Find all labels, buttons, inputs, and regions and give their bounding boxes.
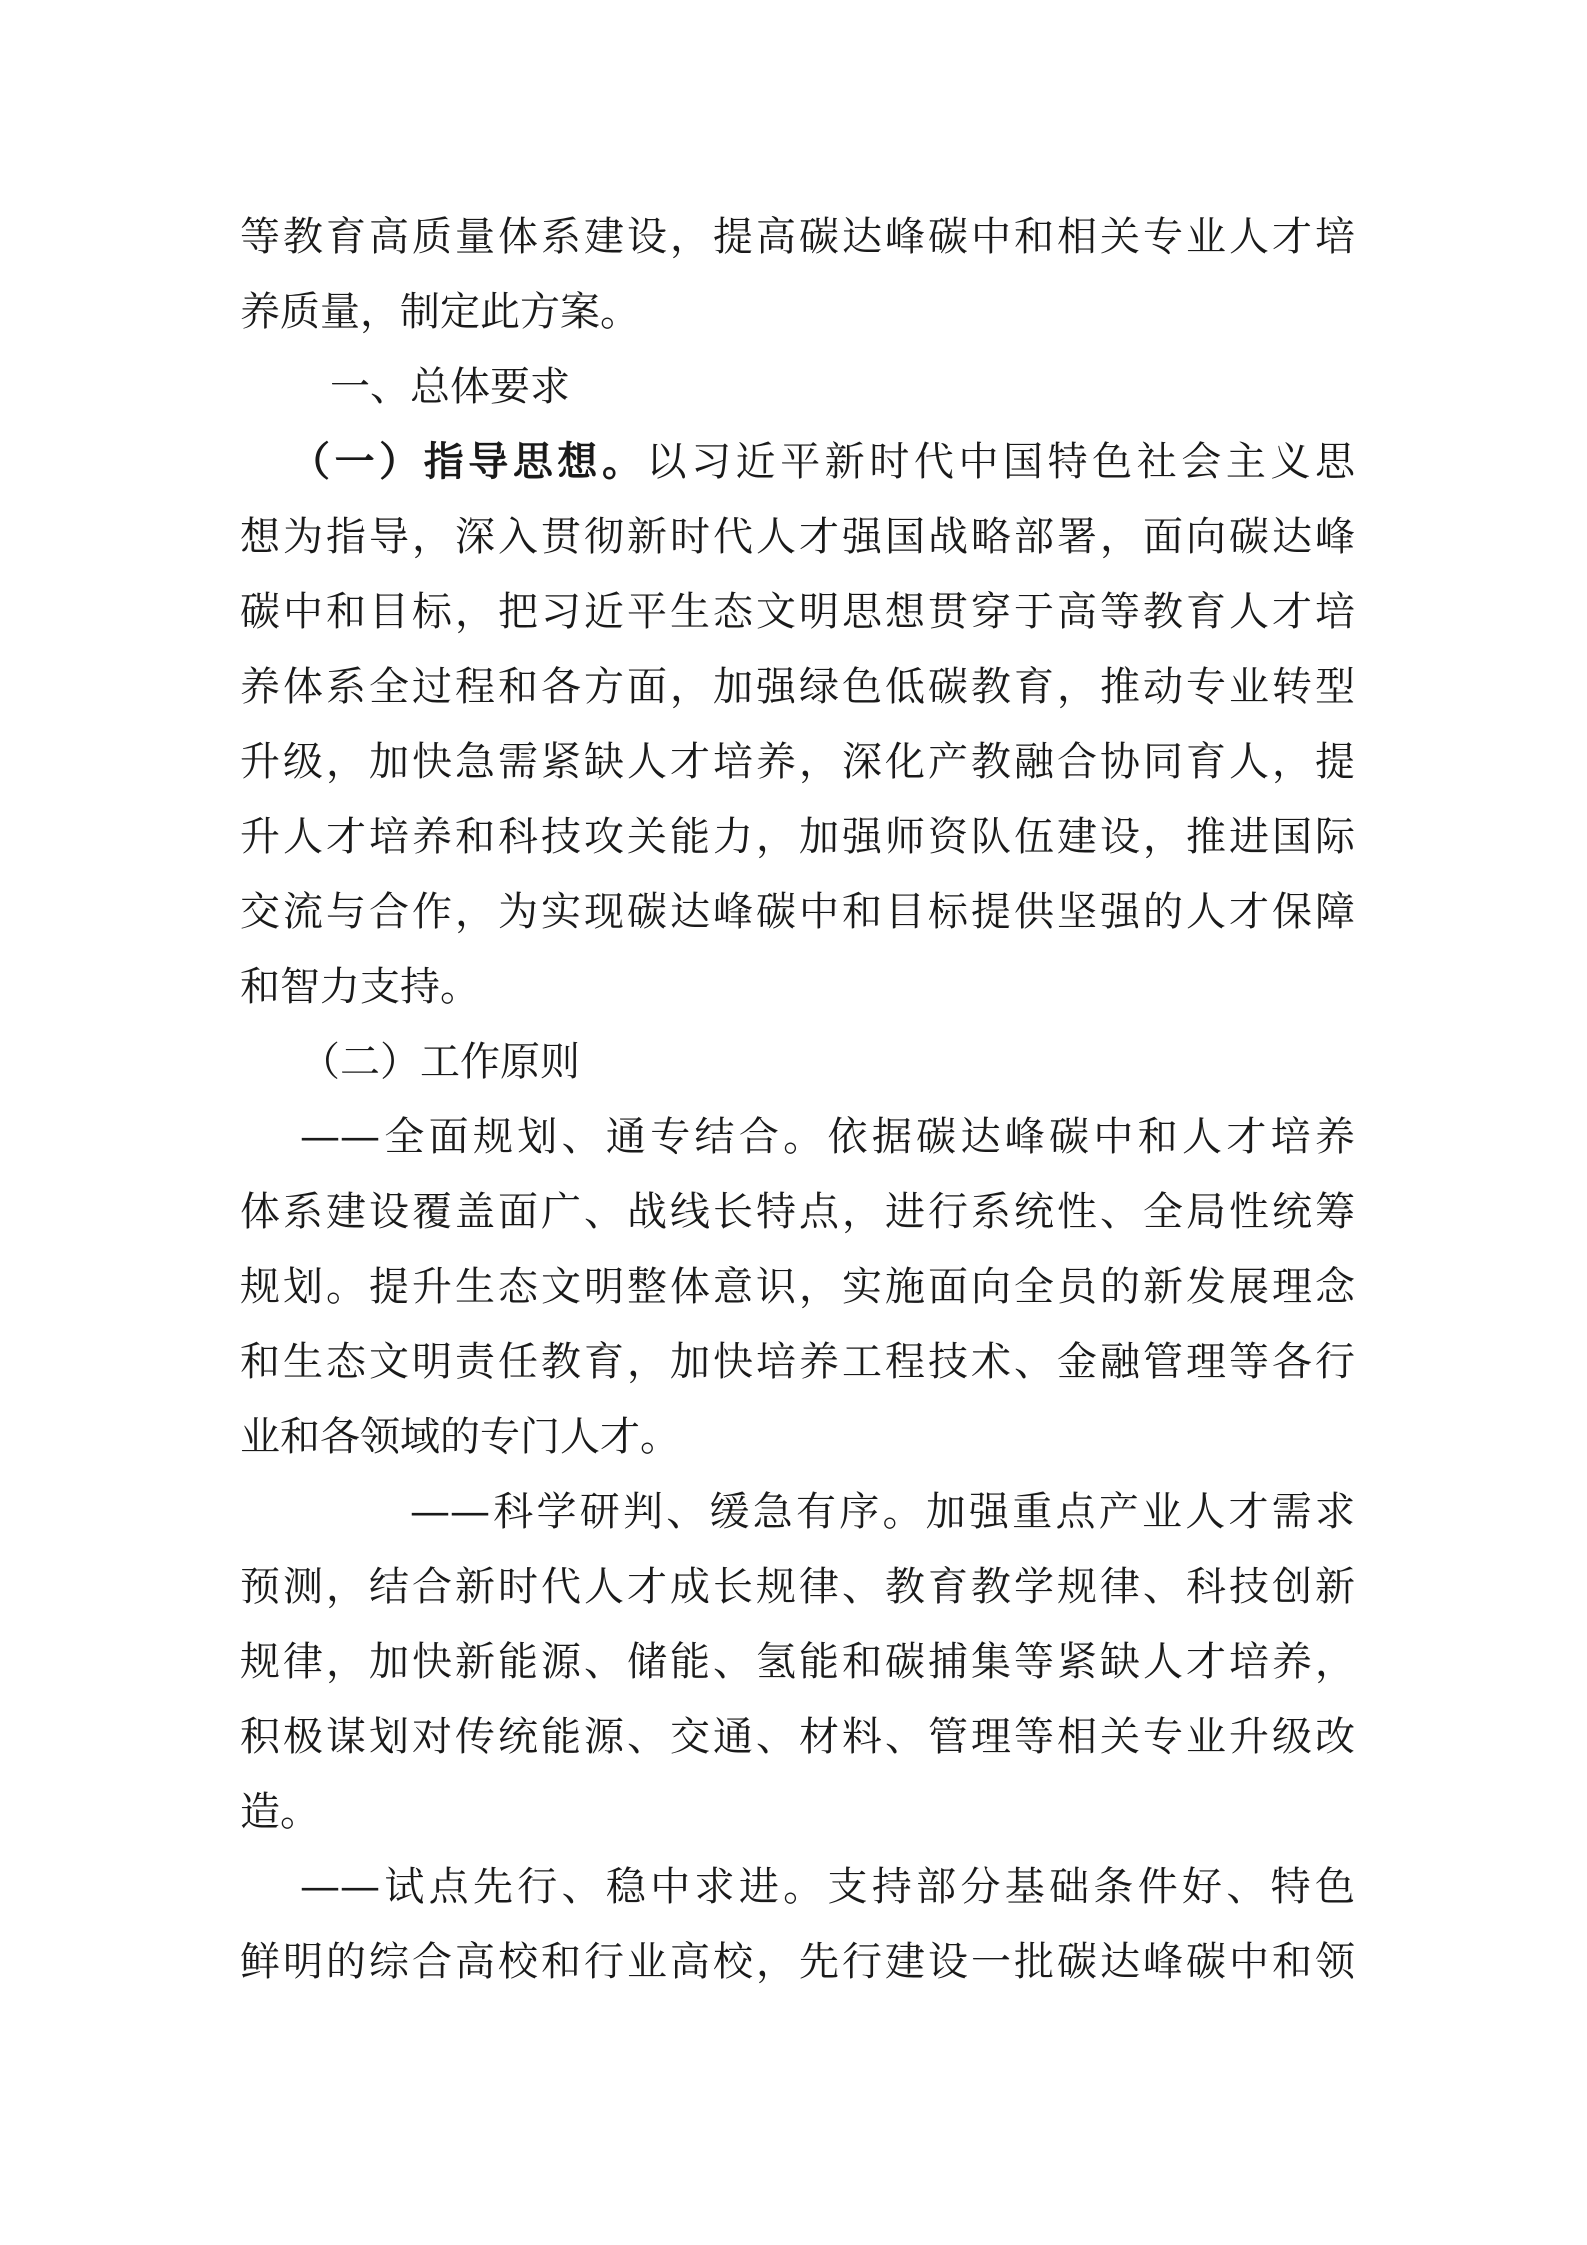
principle-2-line-2: 预测，结合新时代人才成长规律、教育教学规律、科技创新	[240, 1564, 1355, 1610]
guiding-ideology-line-2: 想为指导，深入贯彻新时代人才强国战略部署，面向碳达峰	[240, 514, 1355, 560]
guiding-ideology-line-1	[240, 425, 1355, 500]
principle-1-line-2: 体系建设覆盖面广、战线长特点，进行系统性、全局性统筹	[240, 1189, 1355, 1235]
principle-1-line-1: ——全面规划、通专结合。依据碳达峰碳中和人才培养	[300, 1114, 1355, 1160]
principle-2-line-3: 规律，加快新能源、储能、氢能和碳捕集等紧缺人才培养，	[240, 1639, 1355, 1685]
principle-1-line-5: 业和各领域的专门人才。	[240, 1414, 680, 1460]
guiding-ideology-line-5: 升级，加快急需紧缺人才培养，深化产教融合协同育人，提	[240, 739, 1355, 785]
section-heading-work-principles: （二）工作原则	[300, 1039, 580, 1085]
guiding-ideology-line-4: 养体系全过程和各方面，加强绿色低碳教育，推动专业转型	[240, 664, 1355, 710]
principle-2-line-4: 积极谋划对传统能源、交通、材料、管理等相关专业升级改	[240, 1714, 1355, 1760]
principle-1-line-3: 规划。提升生态文明整体意识，实施面向全员的新发展理念	[240, 1264, 1355, 1310]
principle-1-line-4: 和生态文明责任教育，加快培养工程技术、金融管理等各行	[240, 1339, 1355, 1385]
intro-line-2: 养质量，制定此方案。	[240, 289, 640, 335]
guiding-ideology-line-1-text: 以习近平新时代中国特色社会主义思	[646, 439, 1355, 485]
guiding-ideology-line-6: 升人才培养和科技攻关能力，加强师资队伍建设，推进国际	[240, 814, 1355, 860]
principle-2-line-5: 造。	[240, 1789, 320, 1835]
guiding-ideology-line-3: 碳中和目标，把习近平生态文明思想贯穿于高等教育人才培	[240, 589, 1355, 635]
principle-3-line-2: 鲜明的综合高校和行业高校，先行建设一批碳达峰碳中和领	[240, 1939, 1355, 1985]
intro-line-1: 等教育高质量体系建设，提高碳达峰碳中和相关专业人才培	[240, 214, 1355, 260]
guiding-ideology-line-8: 和智力支持。	[240, 964, 480, 1010]
section-heading-overall-requirements: 一、总体要求	[330, 364, 570, 410]
document-body	[240, 200, 1355, 2000]
principle-3-line-1: ——试点先行、稳中求进。支持部分基础条件好、特色	[300, 1864, 1355, 1910]
guiding-ideology-line-7: 交流与合作，为实现碳达峰碳中和目标提供坚强的人才保障	[240, 889, 1355, 935]
principle-2-line-1: ——科学研判、缓急有序。加强重点产业人才需求	[410, 1489, 1355, 1535]
guiding-ideology-lead: （一）指导思想。	[290, 439, 647, 485]
